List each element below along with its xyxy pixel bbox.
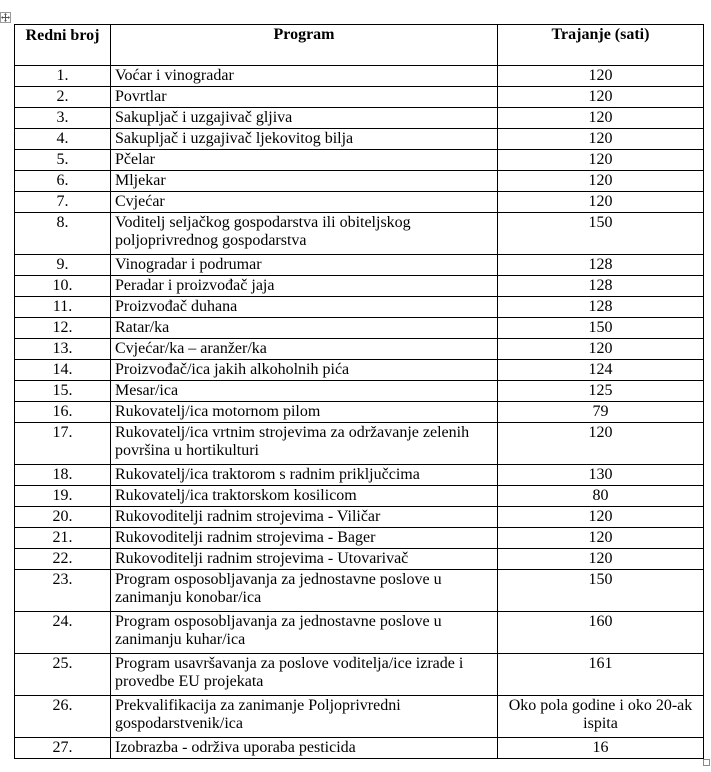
row-duration: 128: [498, 276, 704, 297]
row-program: Povrtlar: [111, 87, 498, 108]
row-number: 5.: [15, 150, 111, 171]
table-row: [15, 192, 704, 213]
row-program: Program osposobljavanja za jednostavne poslove u zanimanju konobar/ica: [111, 570, 498, 612]
table-row: [15, 339, 704, 360]
row-number: 13.: [15, 339, 111, 360]
table-row: [15, 486, 704, 507]
row-number: 27.: [15, 738, 111, 759]
row-duration: 130: [498, 465, 704, 486]
table-row: [15, 570, 704, 612]
row-duration: 125: [498, 381, 704, 402]
row-number: 10.: [15, 276, 111, 297]
table-body: [15, 66, 704, 759]
row-program: Izobrazba - održiva uporaba pesticida: [111, 738, 498, 759]
row-program: Vinogradar i podrumar: [111, 255, 498, 276]
row-duration: 120: [498, 549, 704, 570]
row-number: 18.: [15, 465, 111, 486]
row-duration: 150: [498, 570, 704, 612]
row-duration: 120: [498, 171, 704, 192]
row-duration: 161: [498, 654, 704, 696]
row-duration: 120: [498, 528, 704, 549]
row-program: Pčelar: [111, 150, 498, 171]
header-program: Program: [111, 25, 498, 66]
header-trajanje: Trajanje (sati): [498, 25, 704, 66]
row-program: Sakupljač i uzgajivač ljekovitog bilja: [111, 129, 498, 150]
table-row: [15, 87, 704, 108]
row-program: Rukovatelj/ica traktorom s radnim priključcima: [111, 465, 498, 486]
row-program: Cvjećar: [111, 192, 498, 213]
table-resize-handle-icon[interactable]: [703, 759, 710, 766]
row-number: 26.: [15, 696, 111, 738]
row-duration: 150: [498, 318, 704, 339]
row-duration: 80: [498, 486, 704, 507]
row-number: 25.: [15, 654, 111, 696]
row-duration: 124: [498, 360, 704, 381]
row-program: Rukovatelj/ica traktorskom kosilicom: [111, 486, 498, 507]
row-program: Mljekar: [111, 171, 498, 192]
row-duration: 120: [498, 150, 704, 171]
row-duration: 120: [498, 423, 704, 465]
table-row: [15, 66, 704, 87]
row-number: 19.: [15, 486, 111, 507]
table-row: [15, 696, 704, 738]
row-number: 24.: [15, 612, 111, 654]
row-program: Mesar/ica: [111, 381, 498, 402]
row-duration: 120: [498, 66, 704, 87]
table-row: [15, 297, 704, 318]
row-number: 15.: [15, 381, 111, 402]
row-program: Program usavršavanja za poslove voditelja/ice izrade i provedbe EU projekata: [111, 654, 498, 696]
row-program: Prekvalifikacija za zanimanje Poljoprivredni gospodarstvenik/ica: [111, 696, 498, 738]
row-number: 1.: [15, 66, 111, 87]
move-arrows-icon: [1, 13, 10, 22]
row-duration: Oko pola godine i oko 20-ak ispita: [498, 696, 704, 738]
table-row: [15, 255, 704, 276]
row-program: Program osposobljavanja za jednostavne poslove u zanimanju kuhar/ica: [111, 612, 498, 654]
table-row: [15, 738, 704, 759]
row-program: Voditelj seljačkog gospodarstva ili obiteljskog poljoprivrednog gospodarstva: [111, 213, 498, 255]
row-number: 2.: [15, 87, 111, 108]
row-program: Rukovoditelji radnim strojevima - Bager: [111, 528, 498, 549]
row-duration: 120: [498, 108, 704, 129]
table-row: [15, 213, 704, 255]
table-row: [15, 549, 704, 570]
table-row: [15, 171, 704, 192]
row-program: Peradar i proizvođač jaja: [111, 276, 498, 297]
row-program: Ratar/ka: [111, 318, 498, 339]
row-program: Sakupljač i uzgajivač gljiva: [111, 108, 498, 129]
row-program: Rukovatelj/ica motornom pilom: [111, 402, 498, 423]
row-duration: 120: [498, 192, 704, 213]
table-row: [15, 129, 704, 150]
row-program: Cvjećar/ka – aranžer/ka: [111, 339, 498, 360]
table-row: [15, 276, 704, 297]
row-number: 17.: [15, 423, 111, 465]
row-duration: 128: [498, 255, 704, 276]
row-duration: 120: [498, 87, 704, 108]
row-program: Proizvođač/ica jakih alkoholnih pića: [111, 360, 498, 381]
row-number: 14.: [15, 360, 111, 381]
table-row: [15, 507, 704, 528]
table-row: [15, 381, 704, 402]
row-number: 9.: [15, 255, 111, 276]
header-redni-broj: Redni broj: [15, 25, 111, 66]
table-row: [15, 612, 704, 654]
row-program: Proizvođač duhana: [111, 297, 498, 318]
row-duration: 16: [498, 738, 704, 759]
row-number: 11.: [15, 297, 111, 318]
row-duration: 120: [498, 507, 704, 528]
row-duration: 150: [498, 213, 704, 255]
row-number: 23.: [15, 570, 111, 612]
row-program: Rukovoditelji radnim strojevima - Utovarivač: [111, 549, 498, 570]
row-number: 4.: [15, 129, 111, 150]
row-number: 3.: [15, 108, 111, 129]
row-number: 7.: [15, 192, 111, 213]
row-program: Voćar i vinogradar: [111, 66, 498, 87]
table-row: [15, 360, 704, 381]
row-number: 20.: [15, 507, 111, 528]
table-row: [15, 528, 704, 549]
table-move-handle-icon[interactable]: [0, 12, 11, 23]
row-number: 12.: [15, 318, 111, 339]
row-duration: 160: [498, 612, 704, 654]
row-duration: 120: [498, 129, 704, 150]
table-header-row: [15, 25, 704, 66]
row-duration: 120: [498, 339, 704, 360]
row-number: 8.: [15, 213, 111, 255]
row-number: 22.: [15, 549, 111, 570]
table-row: [15, 654, 704, 696]
table-row: [15, 465, 704, 486]
row-number: 6.: [15, 171, 111, 192]
row-program: Rukovatelj/ica vrtnim strojevima za održavanje zelenih površina u hortikulturi: [111, 423, 498, 465]
row-number: 16.: [15, 402, 111, 423]
table-row: [15, 318, 704, 339]
table-row: [15, 402, 704, 423]
row-duration: 128: [498, 297, 704, 318]
programs-table: [14, 24, 704, 759]
row-duration: 79: [498, 402, 704, 423]
table-row: [15, 150, 704, 171]
row-program: Rukovoditelji radnim strojevima - Viličar: [111, 507, 498, 528]
table-row: [15, 108, 704, 129]
row-number: 21.: [15, 528, 111, 549]
table-row: [15, 423, 704, 465]
